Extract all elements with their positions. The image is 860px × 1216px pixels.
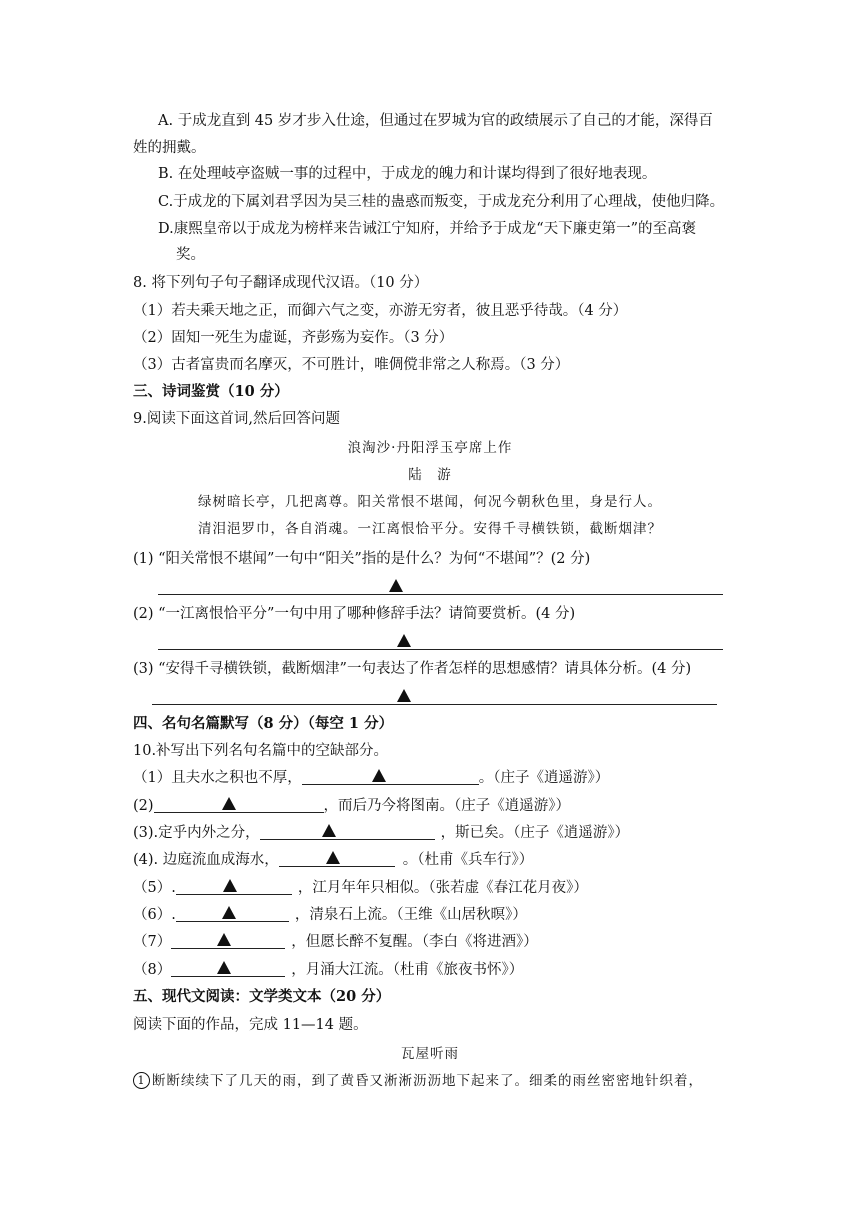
q8-sentence-1: （1）若夫乘天地之正，而御六气之变，亦游无穷者，彼且恶乎待哉。（4 分） xyxy=(133,303,628,319)
answer-line-3[interactable] xyxy=(152,704,717,705)
q11-intro: 阅读下面的作品，完成 11—14 题。 xyxy=(133,1017,368,1033)
fill-blank[interactable] xyxy=(260,823,435,840)
fill-blank[interactable] xyxy=(302,768,479,785)
fill-item-suffix: ，江月年年只相似。（张若虚《春江花月夜》） xyxy=(297,880,588,896)
q7-option-d-line2: 奖。 xyxy=(176,247,205,263)
fill-blank[interactable] xyxy=(279,850,395,867)
fill-item-5 xyxy=(133,878,588,898)
answer-line-2[interactable] xyxy=(158,649,723,650)
answer-line-1[interactable] xyxy=(158,594,723,595)
q8-title: 8. 将下列句子句子翻译成现代汉语。（10 分） xyxy=(133,275,429,291)
fill-item-prefix: (2) xyxy=(133,798,154,814)
triangle-marker-icon xyxy=(397,689,411,702)
fill-item-suffix: ，但愿长醉不复醒。（李白《将进酒》） xyxy=(291,934,538,950)
triangle-marker-icon xyxy=(397,634,411,647)
fill-item-prefix: （7） xyxy=(133,934,172,950)
fill-blank[interactable] xyxy=(171,960,285,977)
q7-option-a-line2: 姓的拥戴。 xyxy=(133,140,206,156)
q9-part-3: (3) “安得千寻横铁锁，截断烟津”一句表达了作者怎样的思想感情？请具体分析。(4 分) xyxy=(133,661,692,677)
q8-sentence-3: （3）古者富贵而名摩灭，不可胜计，唯倜傥非常之人称焉。（3 分） xyxy=(133,357,570,373)
triangle-marker-icon xyxy=(217,961,231,974)
fill-item-suffix: ，斯已矣。（庄子《逍遥游》） xyxy=(440,825,630,841)
section-4-heading: 四、名句名篇默写（8 分）（每空 1 分） xyxy=(133,715,394,732)
poem-line-2: 清泪浥罗巾，各自消魂。一江离恨恰平分。安得千寻横铁锁，截断烟津？ xyxy=(198,521,662,537)
paragraph-text: 断断续续下了几天的雨，到了黄昏又淅淅沥沥地下起来了。细柔的雨丝密密地针织着， xyxy=(152,1073,703,1089)
fill-item-prefix: （6）. xyxy=(133,907,176,923)
fill-blank[interactable] xyxy=(154,796,324,813)
fill-blank[interactable] xyxy=(176,905,289,922)
article-title: 瓦屋听雨 xyxy=(401,1046,459,1062)
fill-blank[interactable] xyxy=(171,932,285,949)
fill-item-prefix: （1）且夫水之积也不厚， xyxy=(133,770,302,786)
poem-author: 陆 游 xyxy=(408,467,452,483)
q7-option-d-line1: D.康熙皇帝以于成龙为榜样来告诫江宁知府，并给予于成龙“天下廉吏第一”的至高褒 xyxy=(158,221,697,237)
fill-item-suffix: 。（杜甫《兵车行》） xyxy=(402,852,534,868)
triangle-marker-icon xyxy=(223,879,237,892)
fill-item-6 xyxy=(133,905,527,925)
triangle-marker-icon xyxy=(322,824,336,837)
fill-item-3 xyxy=(133,823,629,843)
triangle-marker-icon xyxy=(326,851,340,864)
article-paragraph-1 xyxy=(133,1071,703,1091)
poem-line-1: 绿树暗长亭，几把离尊。阳关常恨不堪闻，何况今朝秋色里，身是行人。 xyxy=(198,494,662,510)
triangle-marker-icon xyxy=(389,579,403,592)
paragraph-number: 1 xyxy=(133,1072,150,1089)
fill-item-suffix: ，而后乃今将图南。（庄子《逍遥游》） xyxy=(323,798,571,814)
fill-item-4 xyxy=(133,850,533,870)
q9-part-1: (1) “阳关常恨不堪闻”一句中“阳关”指的是什么？为何“不堪闻”？(2 分) xyxy=(133,551,591,567)
fill-item-prefix: (4). 边庭流血成海水， xyxy=(133,852,279,868)
fill-item-prefix: （5）. xyxy=(133,880,176,896)
fill-item-suffix: 。（庄子《逍遥游》） xyxy=(478,770,610,786)
section-5-heading: 五、现代文阅读：文学类文本（20 分） xyxy=(133,988,391,1005)
q8-sentence-2: （2）固知一死生为虚诞，齐彭殇为妄作。（3 分） xyxy=(133,330,454,346)
q9-intro: 9.阅读下面这首词,然后回答问题 xyxy=(133,411,340,427)
fill-item-prefix: (3).定乎内外之分， xyxy=(133,825,260,841)
q7-option-b: B. 在处理岐亭盗贼一事的过程中，于成龙的魄力和计谋均得到了很好地表现。 xyxy=(158,166,657,182)
fill-blank[interactable] xyxy=(176,878,292,895)
fill-item-suffix: ，清泉石上流。（王维《山居秋暝》） xyxy=(294,907,527,923)
triangle-marker-icon xyxy=(217,933,231,946)
fill-item-8 xyxy=(133,960,523,980)
triangle-marker-icon xyxy=(222,906,236,919)
q9-part-2: (2) “一江离恨恰平分”一句中用了哪种修辞手法？请简要赏析。(4 分) xyxy=(133,606,576,622)
fill-item-prefix: （8） xyxy=(133,962,172,978)
triangle-marker-icon xyxy=(222,797,236,810)
fill-item-1 xyxy=(133,768,609,788)
q7-option-c: C.于成龙的下属刘君孚因为吴三桂的蛊惑而叛变，于成龙充分利用了心理战，使他归降。 xyxy=(158,194,725,210)
section-3-heading: 三、诗词鉴赏（10 分） xyxy=(133,383,289,400)
fill-item-2 xyxy=(133,796,570,816)
q10-intro: 10.补写出下列名句名篇中的空缺部分。 xyxy=(133,743,389,759)
fill-item-suffix: ，月涌大江流。（杜甫《旅夜书怀》） xyxy=(291,962,524,978)
poem-title: 浪淘沙·丹阳浮玉亭席上作 xyxy=(347,440,513,456)
q7-option-a-line1: A. 于成龙直到 45 岁才步入仕途，但通过在罗城为官的政绩展示了自己的才能，深得百 xyxy=(158,113,713,129)
fill-item-7 xyxy=(133,932,538,952)
triangle-marker-icon xyxy=(372,769,386,782)
